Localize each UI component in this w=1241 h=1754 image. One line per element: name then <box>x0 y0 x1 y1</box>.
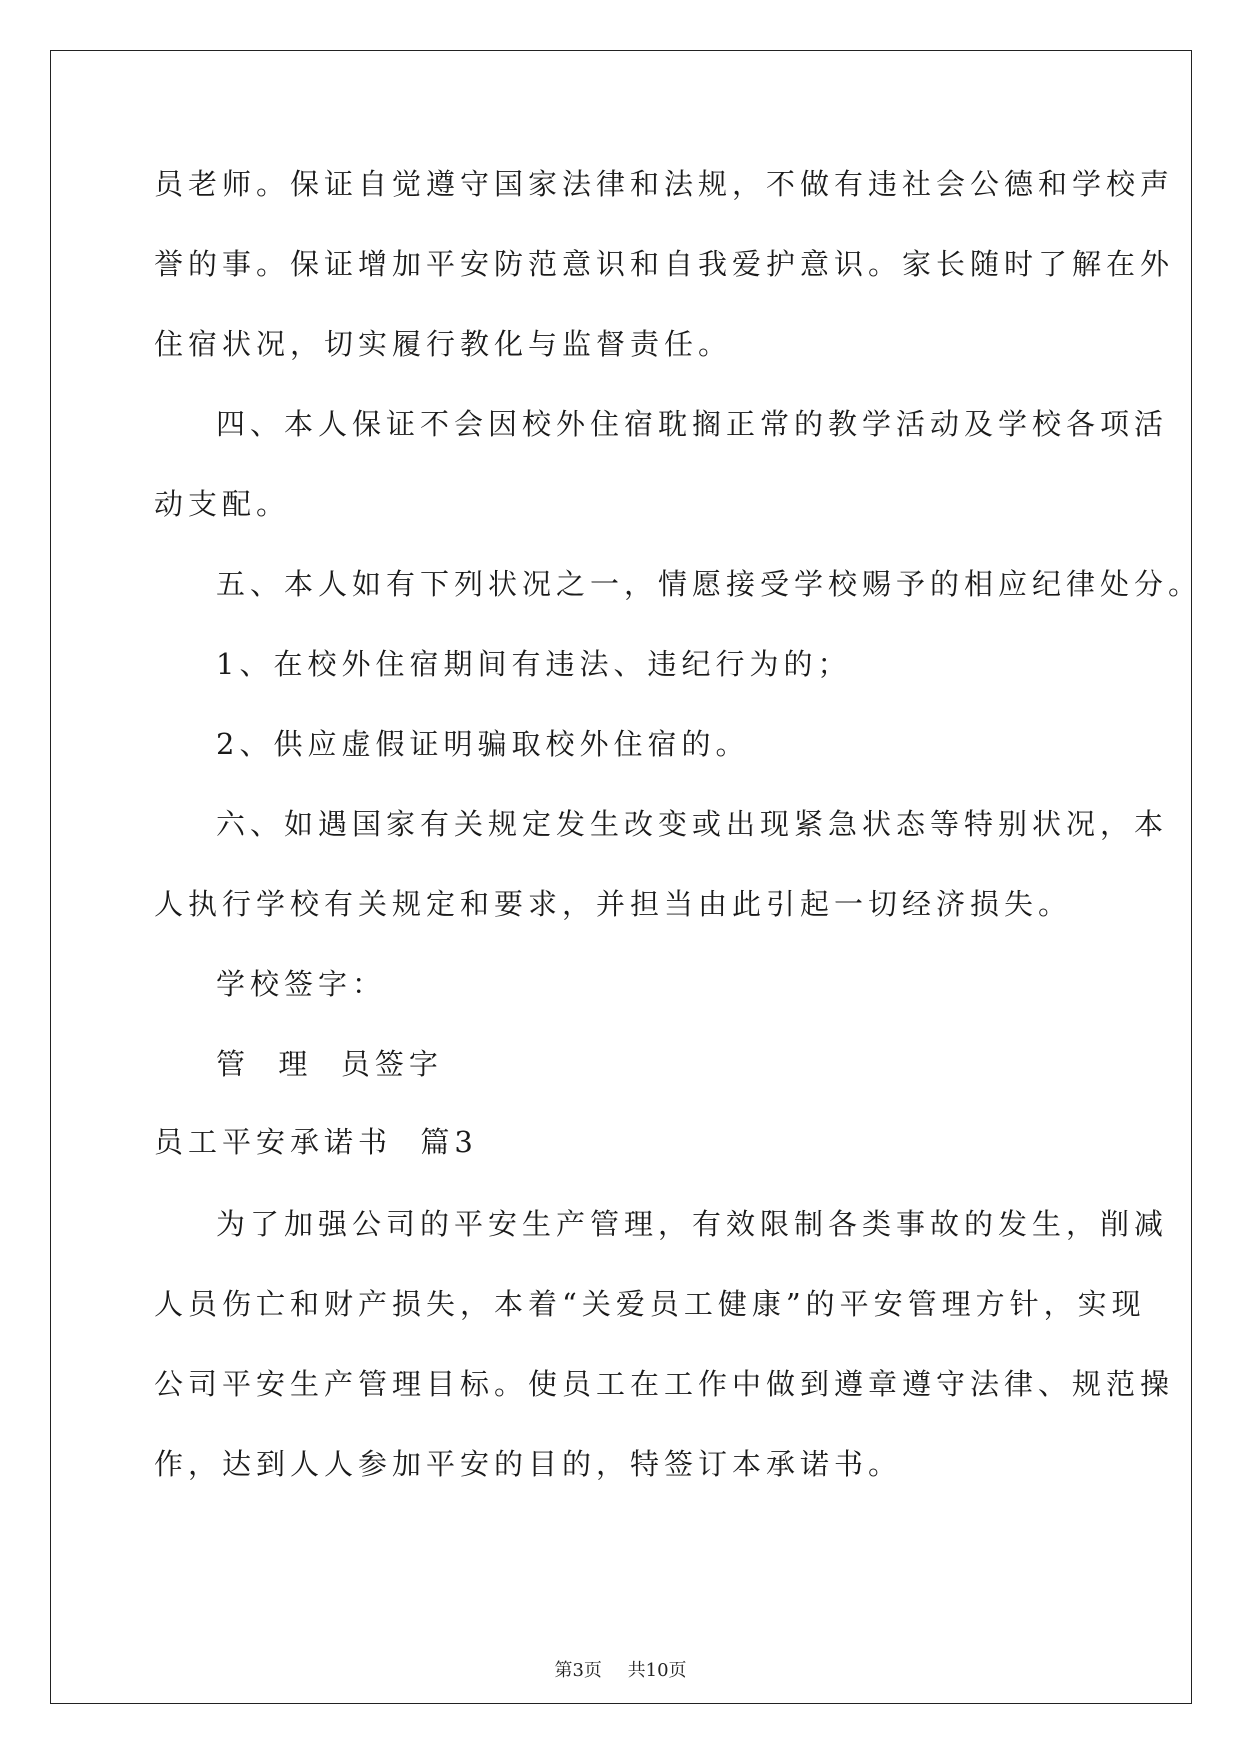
body-line-16: 公司平安生产管理目标。使员工在工作中做到遵章遵守法律、规范操 <box>154 1367 1175 1401</box>
body-line-3: 住宿状况，切实履行教化与监督责任。 <box>154 327 733 361</box>
school-signature-label: 学校签字： <box>216 967 387 1001</box>
body-line-17: 作，达到人人参加平安的目的，特签订本承诺书。 <box>154 1447 903 1481</box>
administrator-signature-label: 管 理 员签字 <box>216 1047 443 1081</box>
body-line-2: 誉的事。保证增加平安防范意识和自我爱护意识。家长随时了解在外 <box>154 247 1175 281</box>
body-line-4: 四、本人保证不会因校外住宿耽搁正常的教学活动及学校各项活 <box>216 407 1169 441</box>
body-line-10: 人执行学校有关规定和要求，并担当由此引起一切经济损失。 <box>154 887 1073 921</box>
body-line-8: 2、供应虚假证明骗取校外住宿的。 <box>216 727 750 761</box>
body-line-9: 六、如遇国家有关规定发生改变或出现紧急状态等特别状况，本 <box>216 807 1169 841</box>
page-number-current: 第3页 <box>554 1660 602 1681</box>
page-footer <box>0 1656 1241 1682</box>
body-line-14: 为了加强公司的平安生产管理，有效限制各类事故的发生，削减 <box>216 1207 1169 1241</box>
body-line-7: 1、在校外住宿期间有违法、违纪行为的； <box>216 647 852 681</box>
body-line-1: 员老师。保证自觉遵守国家法律和法规，不做有违社会公德和学校声 <box>154 167 1175 201</box>
body-line-5: 动支配。 <box>154 487 291 521</box>
body-line-15: 人员伤亡和财产损失，本着“关爱员工健康”的平安管理方针，实现 <box>154 1287 1146 1321</box>
page-number-total: 共10页 <box>627 1660 687 1681</box>
section-heading: 员工平安承诺书 篇3 <box>154 1125 478 1159</box>
body-line-6: 五、本人如有下列状况之一，情愿接受学校赐予的相应纪律处分。 <box>216 567 1203 601</box>
